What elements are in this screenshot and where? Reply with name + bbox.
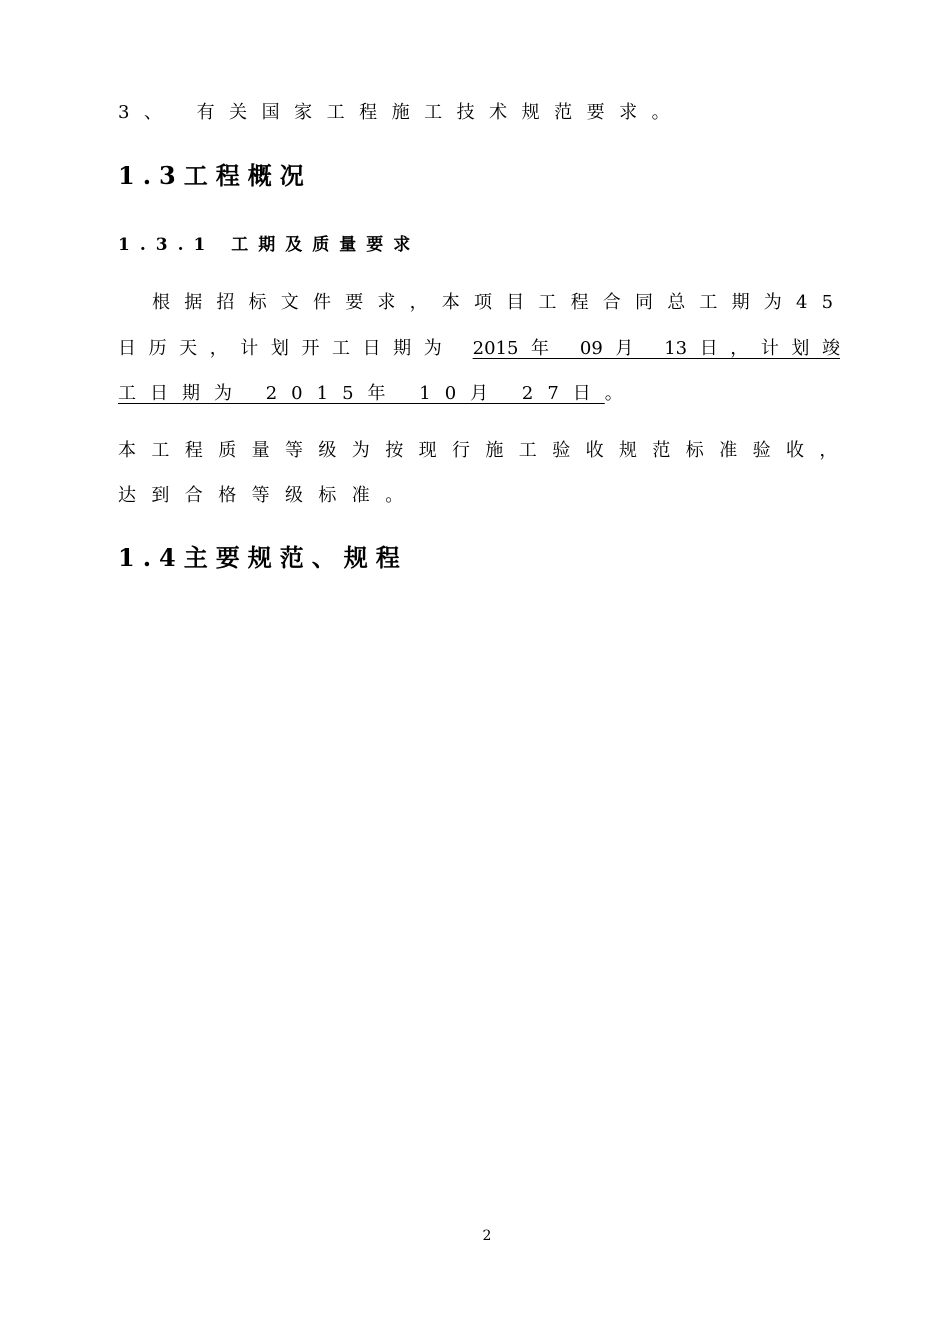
paragraph-duration-line-2-text: 日历天，计划开工日期为 [118,338,455,359]
paragraph-duration-line-1: 根据招标文件要求，本项目工程合同总工期为45 [152,292,848,313]
paragraph-duration-line-3-suffix: 。 [604,383,637,404]
section-heading-1-4: 1.4主要规范、规程 [118,543,408,572]
planned-completion-date-text: 工日期为 2015年 10月 27日 [118,383,605,404]
paragraph-quality-line-2: 达到合格等级标准。 [118,485,419,506]
paragraph-quality-line-1: 本工程质量等级为按现行施工验收规范标准验收， [118,440,853,461]
planned-start-date-text: 2015年 09月 13日，计划竣 [472,338,840,359]
subsection-heading-1-3-1: 1.3.1 工期及质量要求 [118,235,421,255]
list-item-3: 3、 有关国家工程施工技术规范要求。 [118,102,685,123]
paragraph-duration-line-2 [118,340,840,358]
section-heading-1-3: 1.3工程概况 [118,161,312,190]
paragraph-duration-line-3 [118,385,637,403]
page-number: 2 [482,1228,492,1244]
